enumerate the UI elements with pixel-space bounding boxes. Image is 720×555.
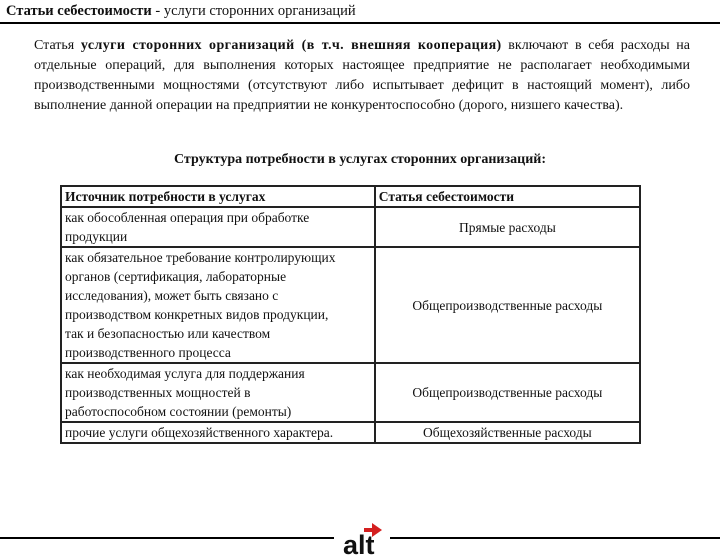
source-line: как обязательное требование контролирующих (65, 250, 336, 265)
source-cell (61, 247, 375, 363)
page-header (0, 0, 720, 24)
table-row (61, 363, 640, 422)
table-row (61, 207, 640, 247)
source-line: так и безопасностью или качеством (65, 326, 271, 341)
page-title-bold: Статьи себестоимости (6, 3, 152, 19)
table-header-row (61, 186, 640, 207)
intro-part1: Статья (34, 38, 81, 53)
needs-table (60, 185, 641, 444)
alt-logo (334, 519, 390, 555)
source-cell (61, 363, 375, 422)
source-line: производством конкретных видов продукции, (65, 307, 329, 322)
header-source: Источник потребности в услугах (61, 186, 375, 207)
source-line: производственного процесса (65, 345, 231, 360)
intro-bold-term: услуги сторонних организаций (в т.ч. внешняя кооперация) (80, 38, 502, 53)
intro-paragraph (34, 36, 690, 116)
page-title-rest: - услуги сторонних организаций (151, 3, 356, 19)
cost-cell: Прямые расходы (375, 207, 640, 247)
header-cost-item: Статья себестоимости (375, 186, 640, 207)
table-subtitle: Структура потребности в услугах сторонних организаций: (174, 152, 546, 167)
source-line: продукции (65, 229, 128, 244)
page-title (6, 3, 356, 20)
source-line: прочие услуги общехозяйственного характера. (65, 425, 334, 440)
source-line: органов (сертификация, лабораторные (65, 269, 287, 284)
cost-cell: Общепроизводственные расходы (375, 363, 640, 422)
source-line: как необходимая услуга для поддержания (65, 366, 305, 381)
source-line: производственных мощностей в (65, 385, 251, 400)
source-line: исследования), может быть связано с (65, 288, 279, 303)
source-line: работоспособном состоянии (ремонты) (65, 404, 292, 419)
logo-text: alt (343, 530, 375, 555)
intro-part2: включают в себя расходы на отдельные операций, для выполнения которых настоящее предприятие не располагает необходимыми производственными мощностями (отсутствуют либо испытывает дефицит в настоящий момент), либо выполнение данной операции на предприятии не конкурентоспособно (дорого, низшего качества). (34, 38, 690, 113)
table-row (61, 247, 640, 363)
cost-cell: Общехозяйственные расходы (375, 422, 640, 443)
source-line: как обособленная операция при обработке (65, 210, 310, 225)
source-cell (61, 422, 375, 443)
alt-logo-graphic (334, 519, 390, 555)
cost-cell: Общепроизводственные расходы (375, 247, 640, 363)
table-row (61, 422, 640, 443)
source-cell (61, 207, 375, 247)
